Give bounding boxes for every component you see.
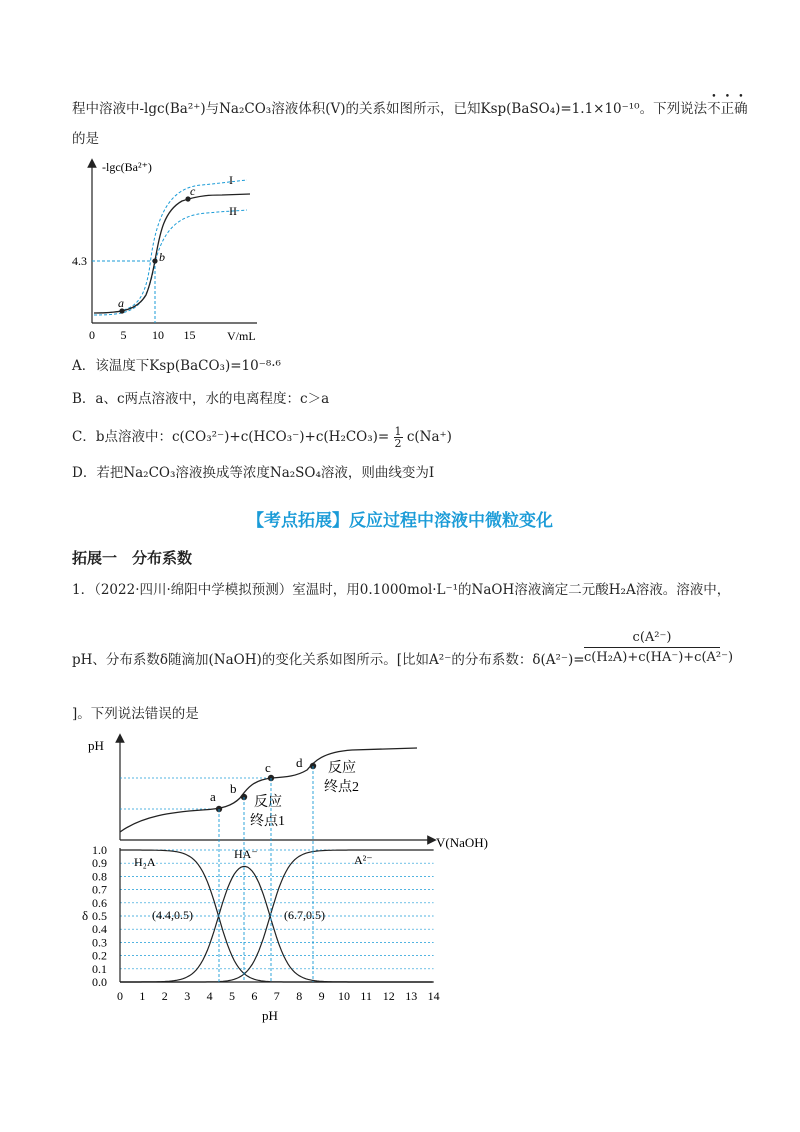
option-c: C．b点溶液中：c(CO₃²⁻)+c(HCO₃⁻)+c(H₂CO₃)= $\frac{1}{2}$ c(Na⁺) <box>72 425 452 450</box>
emphasis-char: 不 <box>707 101 721 117</box>
label-a: a <box>118 296 124 310</box>
top-x-label: V(NaOH) <box>436 835 488 850</box>
curve-ha <box>120 867 434 983</box>
x-tick-labels <box>89 328 196 342</box>
option-b: B．a、c两点溶液中，水的电离程度：c＞a <box>72 391 330 407</box>
x-tick-label: 11 <box>360 989 372 1003</box>
x-tick-label: 5 <box>229 989 235 1003</box>
emphasis-char: 正 <box>720 101 735 117</box>
label-b: b <box>230 781 237 796</box>
sub-title: 拓展一 分布系数 <box>72 549 193 567</box>
fraction-denominator: c(H₂A)+c(HA⁻)+c(A²⁻) <box>584 650 734 665</box>
label-curve-I: I <box>229 173 233 187</box>
question-line-2: 的是 <box>72 131 99 147</box>
x-tick-label: 9 <box>318 989 325 1003</box>
x-tick-labels <box>117 989 440 1003</box>
label-a: a <box>210 789 216 804</box>
y-tick-label: 0.5 <box>92 909 107 923</box>
y-tick-label: 0.7 <box>92 882 107 897</box>
label-end1-line2: 终点1 <box>250 814 285 829</box>
emphasis-text <box>707 101 748 117</box>
label-c: c <box>265 760 271 775</box>
label-end1-line1: 反应 <box>254 795 282 810</box>
x-tick-label: 10 <box>338 989 350 1003</box>
q1-line-1: 1．（2022·四川·绵阳中学模拟预测）室温时，用0.1000mol·L⁻¹的NaOH溶液滴定二元酸H₂A溶液。溶液中， <box>72 582 731 598</box>
label-d: d <box>296 755 303 770</box>
label-c: c <box>190 184 196 198</box>
distribution-fraction <box>584 630 734 665</box>
frac-num: 1 <box>394 425 402 438</box>
x-tick-label: 12 <box>382 989 395 1003</box>
x-axis-label: V/mL <box>227 329 256 343</box>
chart-ba-concentration <box>72 155 322 345</box>
y-tick-label: 0.8 <box>92 869 107 884</box>
x-tick-label: 14 <box>427 989 440 1003</box>
bottom-y-label: δ <box>82 908 89 923</box>
x-tick-label: 7 <box>273 989 280 1003</box>
species-ha: HA⁻ <box>234 847 258 861</box>
label-end2-line2: 终点2 <box>324 780 359 795</box>
y-tick-label: 0.4 <box>92 922 107 937</box>
question-line-1: 程中溶液中-lgc(Ba²⁺)与Na₂CO₃溶液体积(V)的关系如图所示，已知Ksp(BaSO₄)=1.1×10⁻¹⁰。下列说法不正确 <box>72 101 748 117</box>
top-y-label: pH <box>88 738 104 753</box>
label-curve-II: II <box>229 204 237 218</box>
x-tick-label: 1 <box>139 989 146 1003</box>
y-tick-label: 0.3 <box>92 935 107 950</box>
frac-den: 2 <box>394 437 402 450</box>
curve-II <box>94 210 247 315</box>
x-tick-label: 3 <box>184 989 191 1003</box>
q1-line-3: ]。下列说法错误的是 <box>72 706 199 722</box>
x-tick-label: 6 <box>251 989 258 1003</box>
x-tick-label: 8 <box>296 989 303 1003</box>
x-tick-label: 2 <box>161 989 168 1003</box>
y-tick-label: 0.6 <box>92 895 107 910</box>
section-title: 【考点拓展】反应过程中溶液中微粒变化 <box>247 511 553 531</box>
bottom-x-label: pH <box>262 1008 278 1023</box>
y-mark-label: 4.3 <box>72 254 87 268</box>
x-tick-label: 15 <box>183 328 196 342</box>
label-end2-line1: 反应 <box>328 761 356 776</box>
species-h2a: H₂A <box>134 855 156 869</box>
option-a: A．该温度下Ksp(BaCO₃)=10⁻⁸·⁶ <box>72 358 281 374</box>
fraction-numerator: c(A²⁻) <box>584 630 720 648</box>
y-tick-label: 0.9 <box>92 856 107 871</box>
x-tick-label: 13 <box>405 989 418 1003</box>
cross-label-2: (6.7,0.5) <box>284 908 325 922</box>
label-b: b <box>159 250 165 264</box>
species-a2: A²⁻ <box>354 853 373 867</box>
y-tick-label: 0.2 <box>92 948 107 963</box>
x-tick-label: 4 <box>206 989 213 1003</box>
x-tick-label: 0 <box>89 328 95 342</box>
y-tick-label: 0.0 <box>92 975 107 989</box>
emphasis-char: 确 <box>734 101 748 117</box>
y-tick-labels <box>92 843 107 989</box>
x-tick-label: 0 <box>117 989 123 1003</box>
x-tick-label: 10 <box>152 328 164 342</box>
curve-I <box>94 180 247 313</box>
chart-titration-distribution <box>82 730 542 1030</box>
q1-line-2: pH、分布系数δ随滴加(NaOH)的变化关系如图所示。[比如A²⁻的分布系数：δ(A²⁻)= <box>72 652 585 668</box>
y-tick-label: 0.1 <box>92 961 107 976</box>
point-b <box>152 258 157 263</box>
y-axis-label: -lgc(Ba²⁺) <box>102 160 152 174</box>
x-tick-label: 5 <box>120 328 127 342</box>
y-tick-label: 1.0 <box>92 843 107 857</box>
option-d: D．若把Na₂CO₃溶液换成等浓度Na₂SO₄溶液，则曲线变为I <box>72 465 435 481</box>
cross-label-1: (4.4,0.5) <box>152 908 193 922</box>
